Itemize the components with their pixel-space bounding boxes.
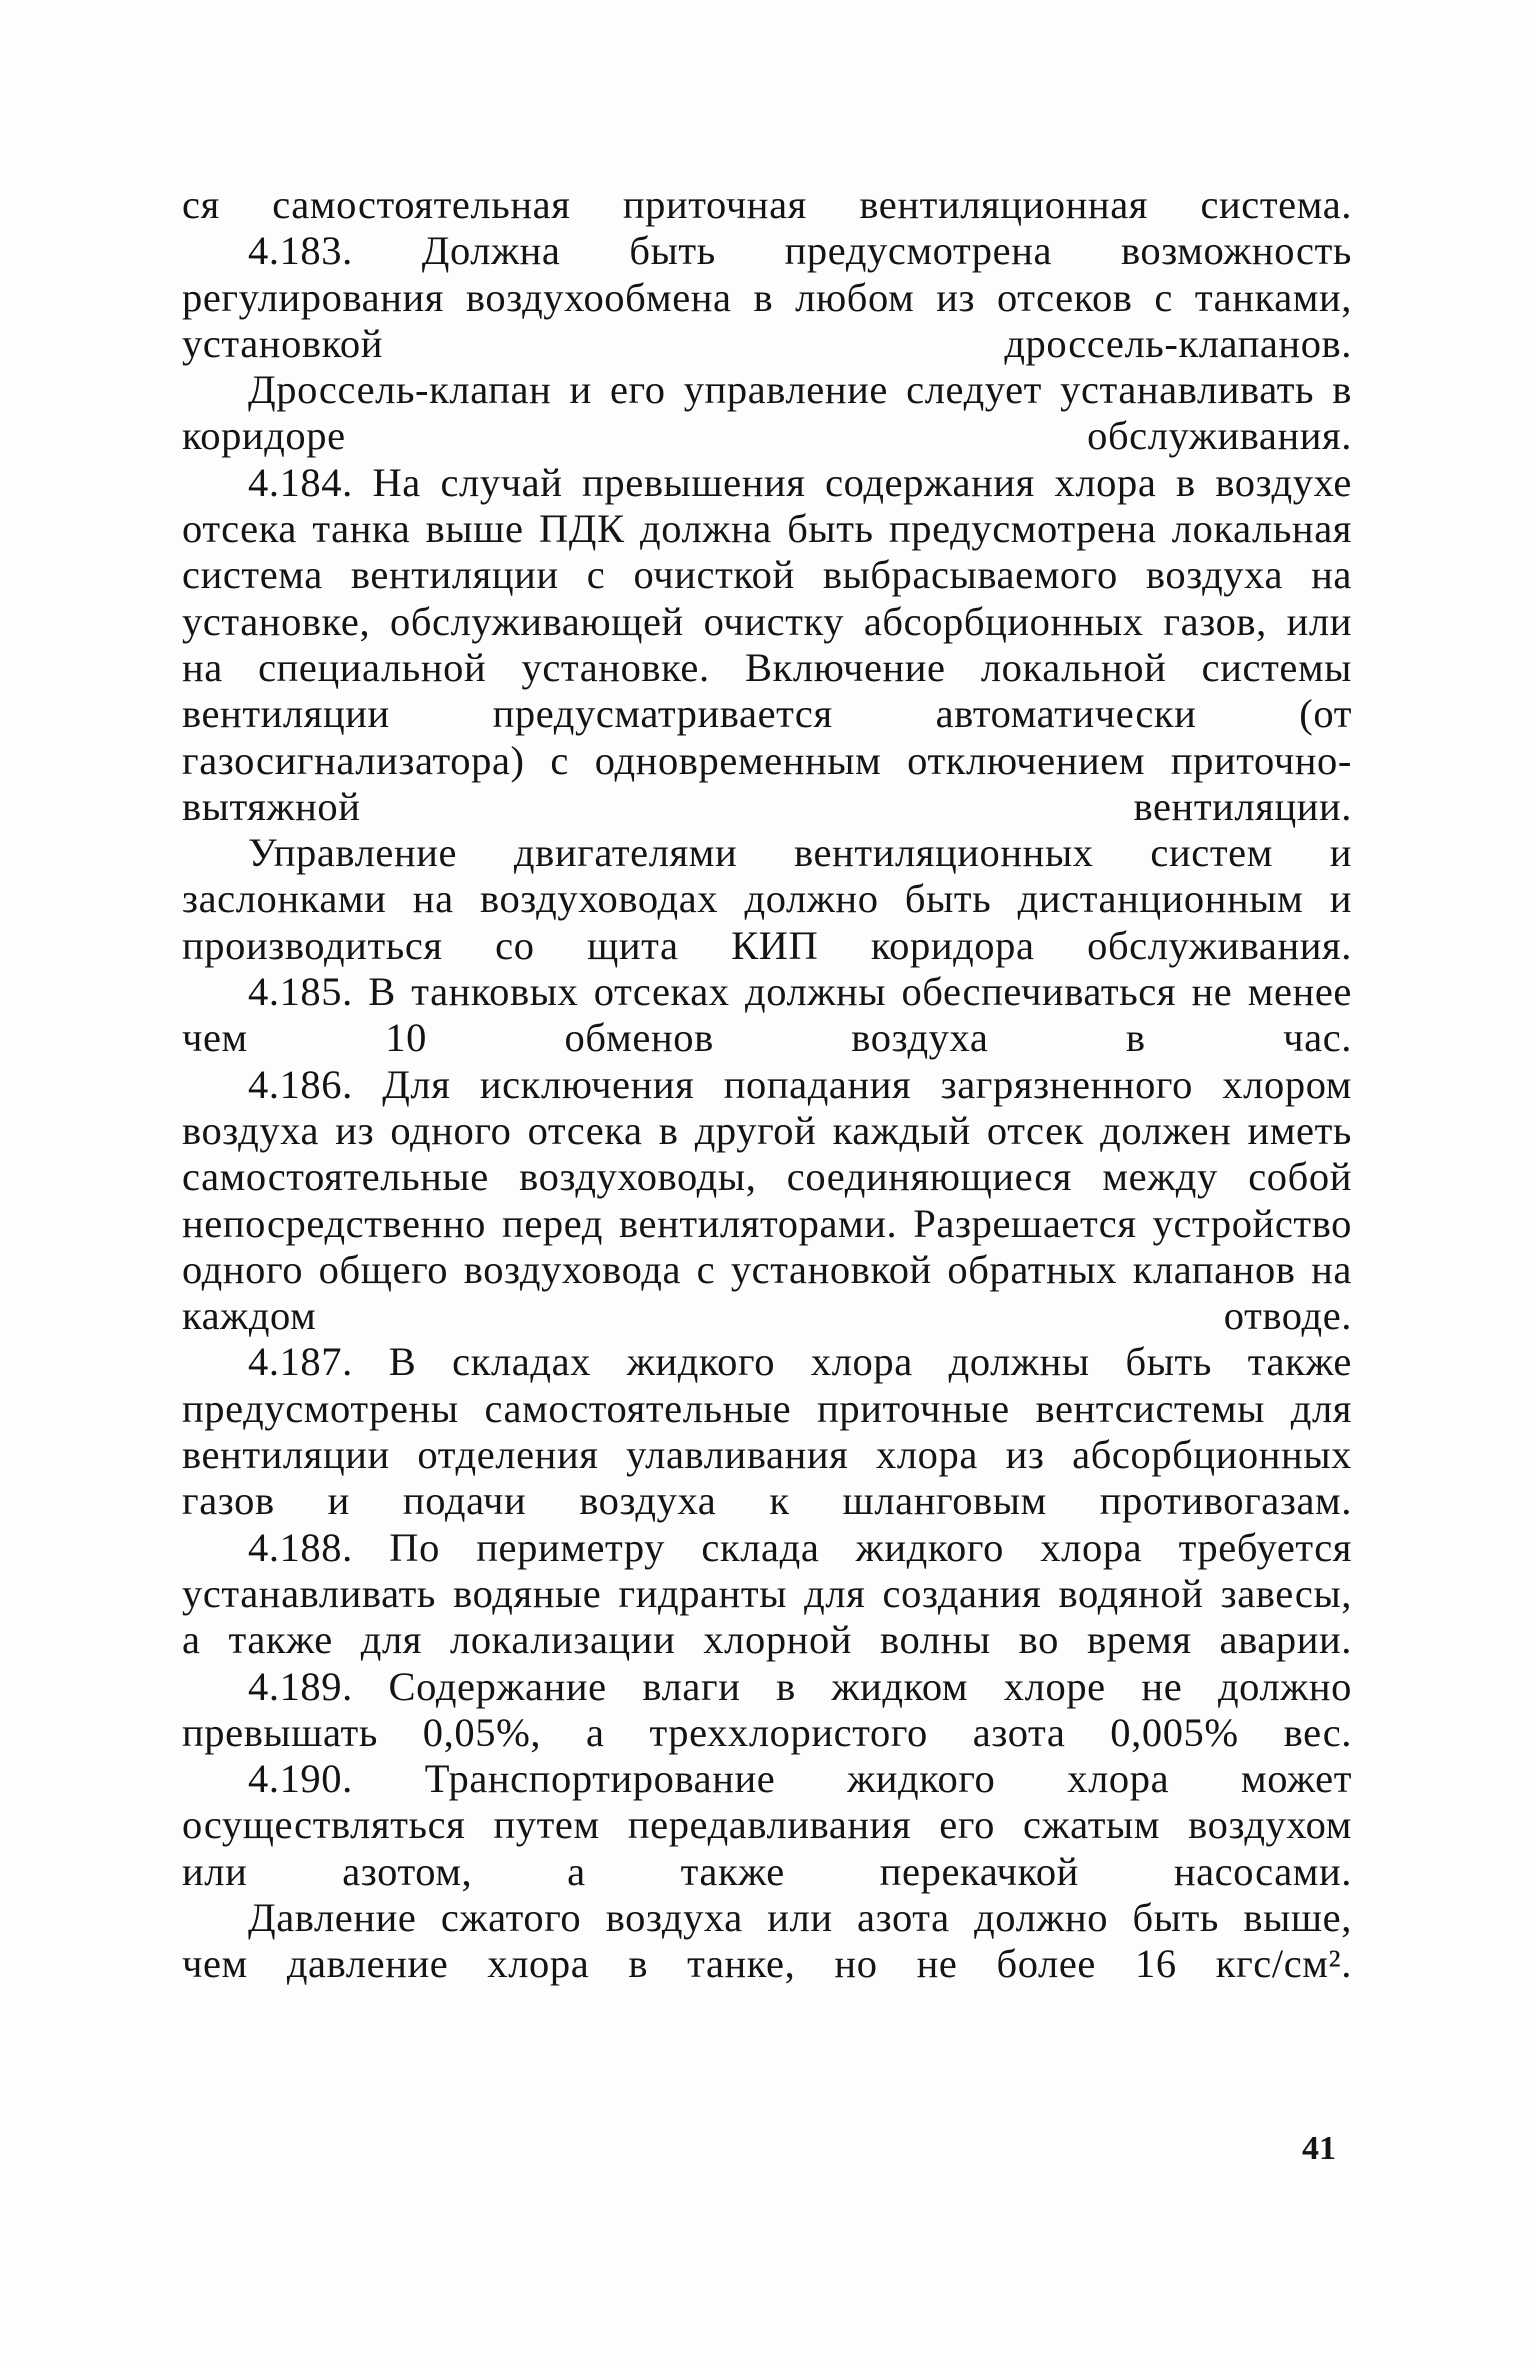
paragraph-4-187: 4.187. В складах жидкого хлора должны быть также предусмотрены самостоятельные приточные вентсистемы для вентиляции отделения улавливания хлора из абсорбционных газов и подачи воздуха к шланговым противогазам. [182, 1339, 1352, 1524]
paragraph-continuation: ся самостоятельная приточная вентиляционная система. [182, 182, 1352, 227]
paragraph-throttle-valve: Дроссель-клапан и его управление следует устанавливать в коридоре обслуживания. [182, 367, 1352, 459]
paragraph-4-188: 4.188. По периметру склада жидкого хлора требуется устанавливать водяные гидранты для создания водяной завесы, а также для локализации хлорной волны во время аварии. [182, 1524, 1352, 1663]
paragraph-4-190: 4.190. Транспортирование жидкого хлора может осуществляться путем передавливания его сжатым воздухом или азотом, а также перекачкой насосами. [182, 1756, 1352, 1894]
page-number: 41 [1302, 2130, 1336, 2167]
paragraph-4-184: 4.184. На случай превышения содержания хлора в воздухе отсека танка выше ПДК должна быть предусмотрена локальная система вентиляции с очисткой выбрасываемого воздуха на установке, обслуживающей очистку абсорбционных газов, или на специальной установке. Включение локальной системы вентиляции предусматривается автоматически (от газосигнализатора) с одновременным отключением приточно-вытяжной вентиляции. [182, 459, 1352, 829]
paragraph-air-pressure: Давление сжатого воздуха или азота должно быть выше, чем давление хлора в танке, но не более 16 кгс/см². [182, 1894, 1352, 1987]
paragraph-4-185: 4.185. В танковых отсеках должны обеспечиваться не менее чем 10 обменов воздуха в час. [182, 969, 1352, 1061]
paragraph-4-183: 4.183. Должна быть предусмотрена возможность регулирования воздухообмена в любом из отсеков с танками, установкой дроссель-клапанов. [182, 228, 1352, 366]
paragraph-4-186: 4.186. Для исключения попадания загрязненного хлором воздуха из одного отсека в другой каждый отсек должен иметь самостоятельные воздуховоды, соединяющиеся между собой непосредственно перед вентиляторами. Разрешается устройство одного общего воздуховода с установкой обратных клапанов на каждом отводе. [182, 1061, 1352, 1339]
paragraph-4-189: 4.189. Содержание влаги в жидком хлоре не должно превышать 0,05%, а треххлористого азота 0,005% вес. [182, 1663, 1352, 1755]
body-text [182, 182, 1352, 1988]
paragraph-motor-control: Управление двигателями вентиляционных систем и заслонками на воздуховодах должно быть дистанционным и производиться со щита КИП коридора обслуживания. [182, 830, 1352, 968]
